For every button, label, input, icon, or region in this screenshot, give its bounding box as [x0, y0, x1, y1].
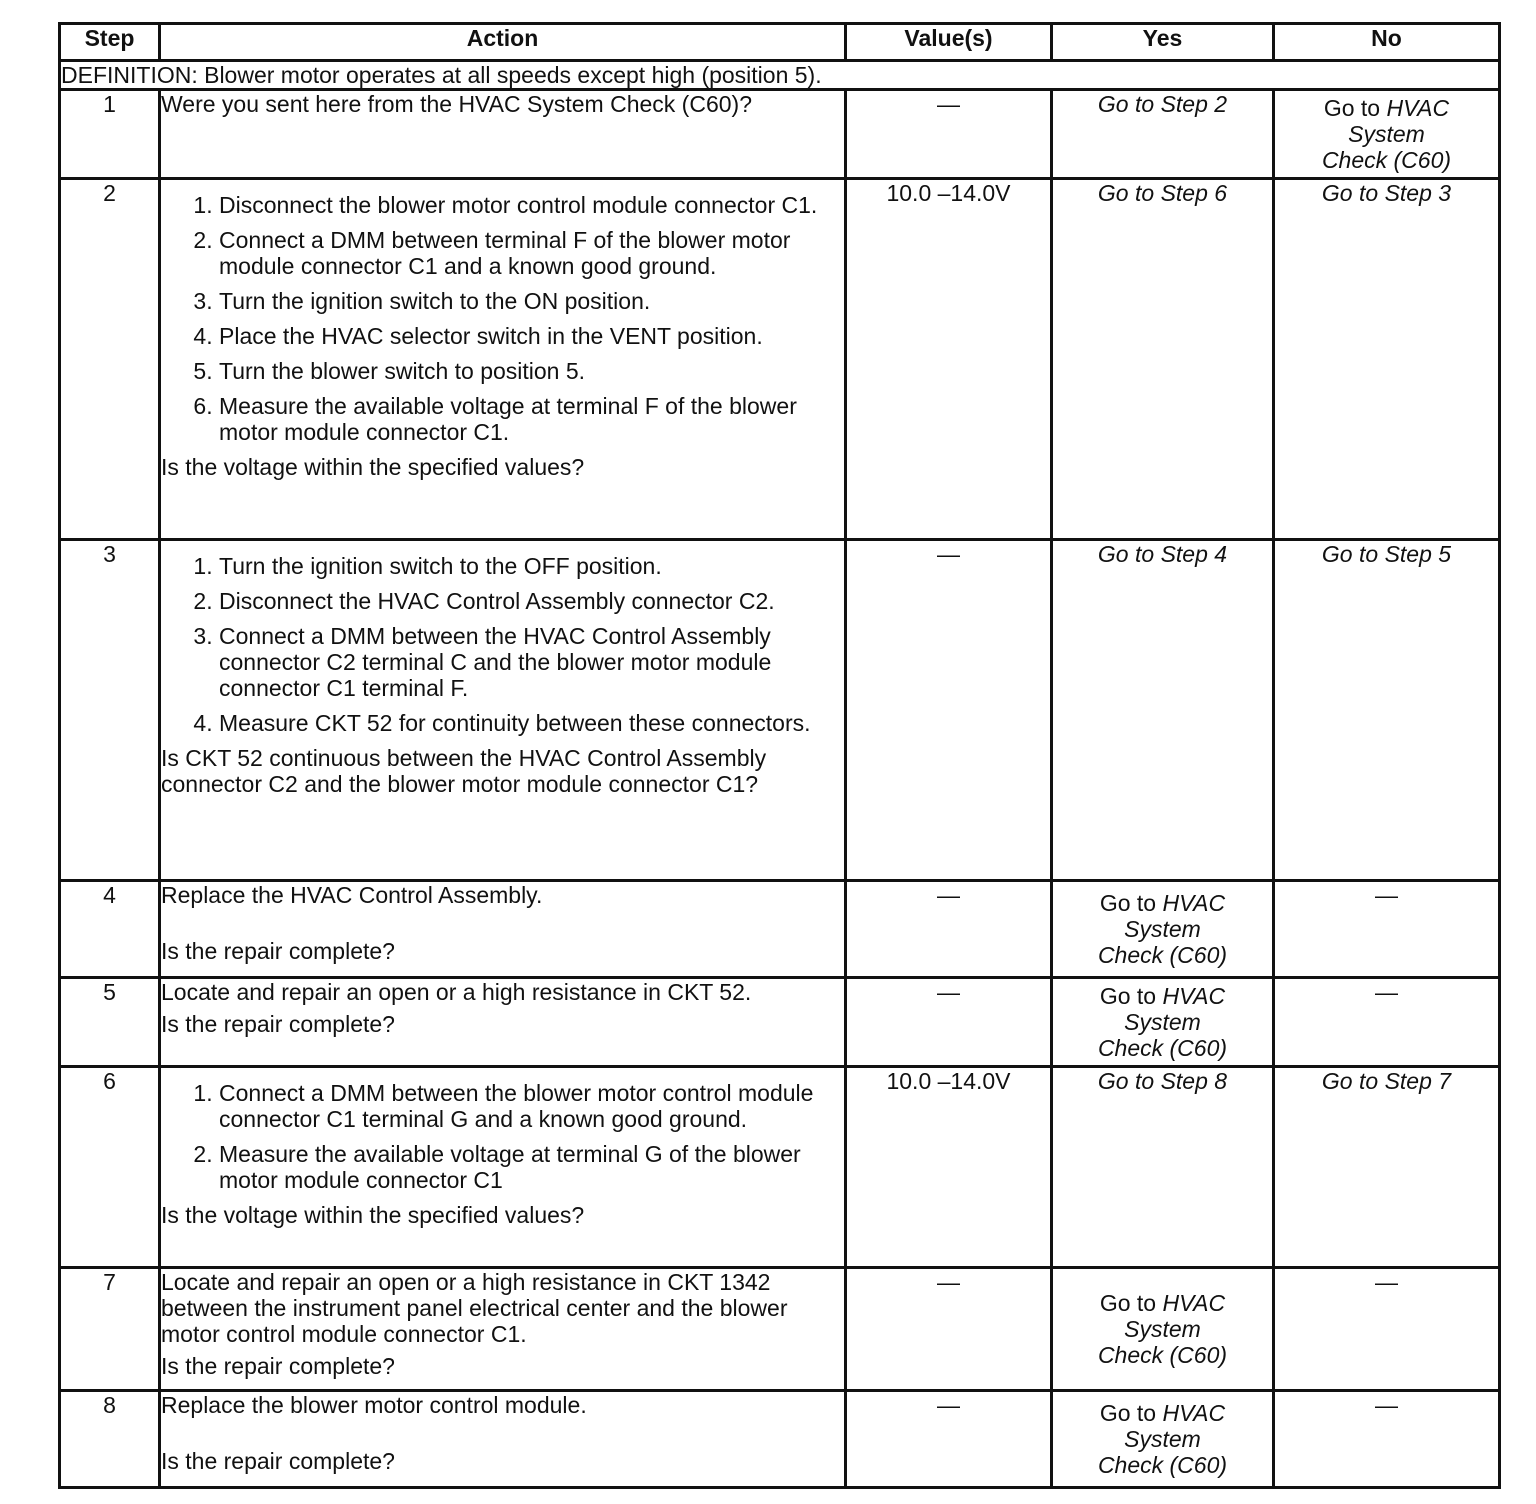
value-cell: 10.0 –14.0V: [846, 179, 1052, 540]
action-item: 3. Turn the ignition switch to the ON position.: [219, 288, 844, 314]
action-item: 2. Connect a DMM between terminal F of the blower motor module connector C1 and a known good ground.: [219, 227, 844, 279]
action-text: Locate and repair an open or a high resistance in CKT 1342 between the instrument panel electrical center and the blower motor control module connector C1.: [161, 1269, 788, 1347]
table-row: [60, 90, 1500, 179]
no-target: Go to Step 3: [1321, 180, 1452, 206]
no-target: Go to Step 7: [1321, 1068, 1452, 1094]
yes-target: Go to Step 2: [1097, 91, 1228, 117]
yes-target: Go to Step 8: [1097, 1068, 1228, 1094]
table-row: [60, 1268, 1500, 1391]
action-question: Is the repair complete?: [161, 1448, 395, 1474]
table-row: [60, 179, 1500, 540]
no-cell: —: [1274, 1391, 1500, 1488]
action-item: 2. Measure the available voltage at terminal G of the blower motor module connector C1: [219, 1141, 844, 1193]
table-row: [60, 881, 1500, 978]
step-number: 7: [60, 1268, 160, 1391]
hvac-line3: Check (C60): [1097, 942, 1228, 968]
yes-target: Go to Step 6: [1097, 180, 1228, 206]
action-cell: [160, 1268, 846, 1391]
action-text: Locate and repair an open or a high resistance in CKT 52.: [161, 979, 752, 1005]
header-yes: Yes: [1052, 24, 1274, 61]
no-cell: [1274, 179, 1500, 540]
value-cell: —: [846, 978, 1052, 1067]
goto-prefix: Go to: [1099, 1290, 1157, 1316]
action-item: 1. Disconnect the blower motor control module connector C1.: [219, 192, 844, 218]
hvac-word: HVAC: [1162, 890, 1226, 916]
step-number: 2: [60, 179, 160, 540]
goto-prefix: Go to: [1099, 1400, 1157, 1426]
step-number: 6: [60, 1067, 160, 1268]
hvac-word: HVAC: [1162, 1290, 1226, 1316]
yes-target: Go to Step 4: [1097, 541, 1228, 567]
header-no: No: [1274, 24, 1500, 61]
yes-cell: [1052, 881, 1274, 978]
hvac-line3: Check (C60): [1097, 1342, 1228, 1368]
action-question: Is CKT 52 continuous between the HVAC Control Assembly connector C2 and the blower motor module connector C1?: [161, 745, 767, 797]
value-cell: —: [846, 1268, 1052, 1391]
hvac-line2: System: [1348, 121, 1425, 147]
hvac-line2: System: [1124, 916, 1201, 942]
action-text: Replace the blower motor control module.: [161, 1392, 587, 1418]
action-question: Is the repair complete?: [161, 938, 395, 964]
value-cell: —: [846, 1391, 1052, 1488]
no-cell: [1274, 90, 1500, 179]
hvac-line3: Check (C60): [1097, 1035, 1228, 1061]
header-action: Action: [160, 24, 846, 61]
action-cell: [160, 179, 846, 540]
action-list: [161, 192, 844, 445]
hvac-word: HVAC: [1162, 1400, 1226, 1426]
yes-cell: [1052, 90, 1274, 179]
yes-cell: [1052, 1391, 1274, 1488]
action-item: 4. Measure CKT 52 for continuity between these connectors.: [219, 710, 844, 736]
goto-prefix: Go to: [1323, 95, 1381, 121]
action-question: Is the voltage within the specified values?: [161, 454, 585, 480]
value-cell: —: [846, 881, 1052, 978]
table-row: [60, 1067, 1500, 1268]
action-cell: [160, 978, 846, 1067]
hvac-line3: Check (C60): [1321, 147, 1452, 173]
hvac-word: HVAC: [1162, 983, 1226, 1009]
step-number: 4: [60, 881, 160, 978]
no-cell: —: [1274, 1268, 1500, 1391]
hvac-line2: System: [1124, 1009, 1201, 1035]
no-cell: —: [1274, 881, 1500, 978]
step-number: 5: [60, 978, 160, 1067]
no-cell: [1274, 1067, 1500, 1268]
hvac-line2: System: [1124, 1426, 1201, 1452]
step-number: 8: [60, 1391, 160, 1488]
no-cell: [1274, 540, 1500, 881]
hvac-word: HVAC: [1386, 95, 1450, 121]
yes-cell: [1052, 1268, 1274, 1391]
header-values: Value(s): [846, 24, 1052, 61]
hvac-line2: System: [1124, 1316, 1201, 1342]
action-item: 4. Place the HVAC selector switch in the VENT position.: [219, 323, 844, 349]
header-row: [60, 24, 1500, 61]
action-item: 3. Connect a DMM between the HVAC Control Assembly connector C2 terminal C and the blower motor module connector C1 terminal F.: [219, 623, 844, 701]
action-cell: [160, 1391, 846, 1488]
hvac-line3: Check (C60): [1097, 1452, 1228, 1478]
yes-cell: [1052, 179, 1274, 540]
table-row: [60, 978, 1500, 1067]
definition-text: DEFINITION: Blower motor operates at all speeds except high (position 5).: [60, 61, 1500, 90]
action-cell: [160, 540, 846, 881]
value-cell: —: [846, 90, 1052, 179]
action-cell: [160, 1067, 846, 1268]
diagnostic-table: [58, 22, 1501, 1489]
action-text: Replace the HVAC Control Assembly.: [161, 882, 543, 908]
yes-cell: [1052, 540, 1274, 881]
action-item: 5. Turn the blower switch to position 5.: [219, 358, 844, 384]
header-step: Step: [60, 24, 160, 61]
action-question: Were you sent here from the HVAC System Check (C60)?: [161, 91, 752, 117]
action-item: 1. Turn the ignition switch to the OFF position.: [219, 553, 844, 579]
definition-row: [60, 61, 1500, 90]
action-question: Is the repair complete?: [161, 1011, 395, 1037]
yes-cell: [1052, 978, 1274, 1067]
no-cell: —: [1274, 978, 1500, 1067]
goto-prefix: Go to: [1099, 890, 1157, 916]
step-number: 1: [60, 90, 160, 179]
value-cell: —: [846, 540, 1052, 881]
action-list: [161, 1080, 844, 1193]
action-cell: [160, 881, 846, 978]
action-item: 1. Connect a DMM between the blower motor control module connector C1 terminal G and a known good ground.: [219, 1080, 844, 1132]
action-cell: [160, 90, 846, 179]
yes-cell: [1052, 1067, 1274, 1268]
action-question: Is the voltage within the specified values?: [161, 1202, 585, 1228]
step-number: 3: [60, 540, 160, 881]
action-list: [161, 553, 844, 736]
action-question: Is the repair complete?: [161, 1353, 395, 1379]
goto-prefix: Go to: [1099, 983, 1157, 1009]
value-cell: 10.0 –14.0V: [846, 1067, 1052, 1268]
action-item: 2. Disconnect the HVAC Control Assembly connector C2.: [219, 588, 844, 614]
table-row: [60, 1391, 1500, 1488]
no-target: Go to Step 5: [1321, 541, 1452, 567]
table-row: [60, 540, 1500, 881]
action-item: 6. Measure the available voltage at terminal F of the blower motor module connector C1.: [219, 393, 844, 445]
